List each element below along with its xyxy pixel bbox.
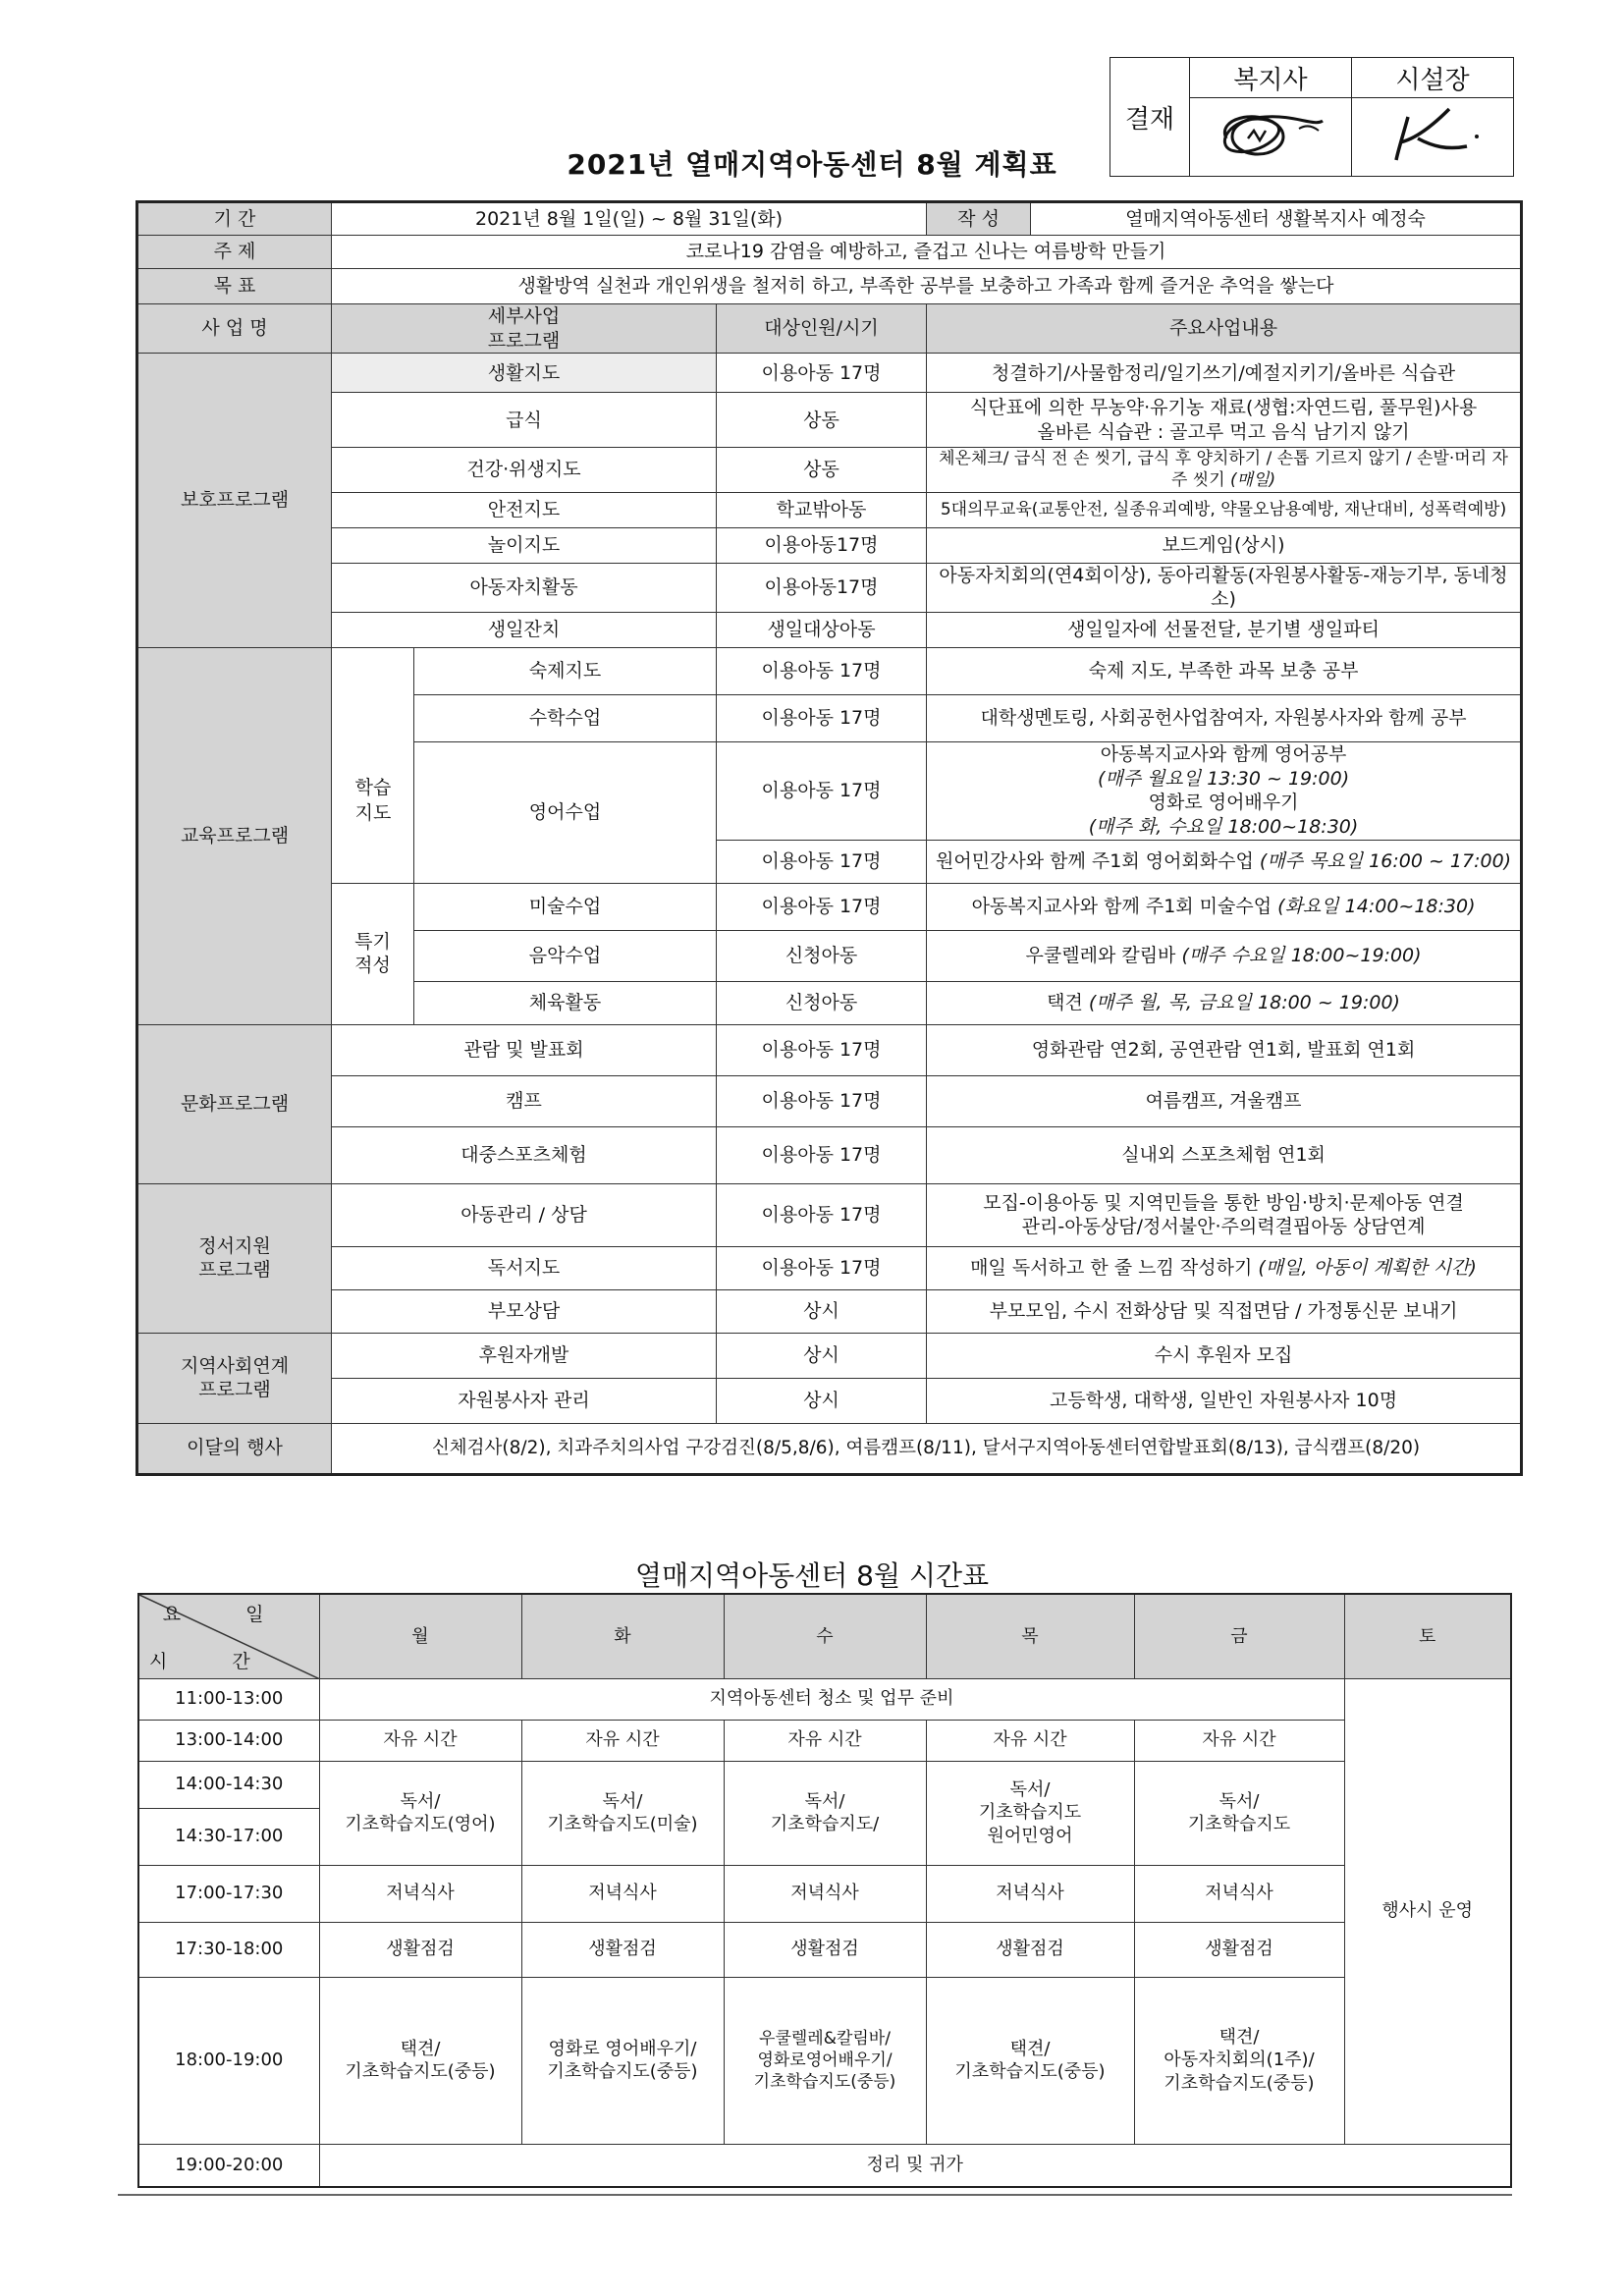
content-cell: 영화관람 연2회, 공연관람 연1회, 발표회 연1회 [927,1024,1522,1075]
content-line [933,742,1514,791]
schedule-note: (매주 월요일 13:30 ~ 19:00) [1097,767,1350,790]
approval-role-director: 시설장 [1352,58,1514,98]
target-cell: 이용아동 17명 [717,1075,927,1126]
day-header-sat: 토 [1344,1594,1511,1678]
corner-day-label: 요 일 [162,1604,294,1625]
saturday-cell: 행사시 운영 [1344,1678,1511,2144]
schedule-note: (매주 월, 목, 금요일 18:00 ~ 19:00) [1088,991,1400,1013]
header-sub-program: 세부사업 프로그램 [332,304,717,354]
approval-role-social-worker: 복지사 [1190,58,1352,98]
program-cell: 숙제지도 [414,647,717,694]
time-cell: 14:30-17:00 [138,1808,319,1865]
schedule-note: (매주 화, 수요일 18:00~18:30) [1088,816,1359,838]
content-text: 아동복지교사와 함께 영어공부 [1100,742,1347,765]
section-education: 교육프로그램 [137,647,332,1024]
evening-cell: 택견/ 기초학습지도(중등) [926,1977,1134,2144]
day-header-tue: 화 [521,1594,724,1678]
monthly-plan-table [135,200,1523,1476]
program-cell: 건강·위생지도 [332,448,717,492]
free-time-cell: 자유 시간 [724,1720,926,1761]
free-time-cell: 자유 시간 [521,1720,724,1761]
events-value: 신체검사(8/2), 치과주치의사업 구강검진(8/5,8/6), 여름캠프(8/11), 달서구지역아동센터연합발표회(8/13), 급식캠프(8/20) [332,1423,1522,1474]
target-cell: 이용아동 17명 [717,1024,927,1075]
program-cell: 아동자치활동 [332,563,717,612]
program-cell: 관람 및 발표회 [332,1024,717,1075]
weekly-schedule-table [137,1593,1512,2188]
study-cell: 독서/ 기초학습지도 [1134,1761,1344,1865]
target-cell: 이용아동 17명 [717,883,927,930]
content-cell [927,840,1522,883]
content-cell: 고등학생, 대학생, 일반인 자원봉사자 10명 [927,1378,1522,1423]
free-time-cell: 자유 시간 [1134,1720,1344,1761]
evening-cell: 택견/ 기초학습지도(중등) [319,1977,521,2144]
prep-cell: 지역아동센터 청소 및 업무 준비 [319,1678,1344,1720]
content-text: 체온체크/ 급식 전 손 씻기, 급식 후 양치하기 / 손톱 기르지 않기 / 손발·머리 자주 씻기 [939,449,1508,491]
section-culture: 문화프로그램 [137,1024,332,1183]
target-cell: 생일대상아동 [717,612,927,647]
day-header-wed: 수 [724,1594,926,1678]
content-cell: 아동자치회의(연4회이상), 동아리활동(자원봉사활동-재능기부, 동네청소) [927,563,1522,612]
program-cell: 미술수업 [414,883,717,930]
content-cell: 생일일자에 선물전달, 분기별 생일파티 [927,612,1522,647]
program-cell: 후원자개발 [332,1333,717,1378]
target-cell: 이용아동 17명 [717,840,927,883]
content-text: 영화로 영어배우기 [1148,792,1299,814]
target-cell: 이용아동 17명 [717,1126,927,1183]
dinner-cell: 저녁식사 [319,1865,521,1922]
content-cell: 부모모임, 수시 전화상담 및 직접면담 / 가정통신문 보내기 [927,1289,1522,1333]
content-cell: 수시 후원자 모집 [927,1333,1522,1378]
free-time-cell: 자유 시간 [926,1720,1134,1761]
author-value: 열매지역아동센터 생활복지사 예정숙 [1031,202,1522,236]
content-cell [927,1183,1522,1246]
program-cell: 부모상담 [332,1289,717,1333]
content-cell: 5대의무교육(교통안전, 실종유괴예방, 약물오남용예방, 재난대비, 성폭력예방) [927,492,1522,527]
study-cell: 독서/ 기초학습지도(미술) [521,1761,724,1865]
time-cell: 18:00-19:00 [138,1977,319,2144]
evening-cell: 택견/ 아동자치회의(1주)/ 기초학습지도(중등) [1134,1977,1344,2144]
goal-label: 목 표 [137,269,332,304]
corner-time-label: 시 간 [149,1650,280,1672]
day-header-fri: 금 [1134,1594,1344,1678]
schedule-note: (화요일 14:00~18:30) [1277,895,1476,917]
program-cell: 급식 [332,393,717,448]
time-cell: 11:00-13:00 [138,1678,319,1720]
author-label: 작 성 [927,202,1031,236]
talent-group-label: 특기 적성 [332,883,414,1024]
schedule-note: (매주 목요일 16:00 ~ 17:00) [1259,849,1512,872]
content-cell [927,741,1522,840]
study-cell: 독서/ 기초학습지도(영어) [319,1761,521,1865]
time-cell: 17:30-18:00 [138,1922,319,1977]
check-cell: 생활점검 [1134,1922,1344,1977]
content-cell: 청결하기/사물함정리/일기쓰기/예절지키기/올바른 식습관 [927,354,1522,393]
content-cell [927,393,1522,448]
header-project: 사 업 명 [137,304,332,354]
content-cell: 여름캠프, 겨울캠프 [927,1075,1522,1126]
target-cell: 이용아동17명 [717,527,927,563]
target-cell: 신청아동 [717,930,927,981]
schedule-title: 열매지역아동센터 8월 시간표 [634,1559,990,1592]
target-cell: 상동 [717,448,927,492]
program-cell: 생일잔치 [332,612,717,647]
study-group-label [332,647,414,883]
program-cell: 영어수업 [414,741,717,883]
content-cell [927,930,1522,981]
check-cell: 생활점검 [319,1922,521,1977]
content-cell: 숙제 지도, 부족한 과목 보충 공부 [927,647,1522,694]
dinner-cell: 저녁식사 [1134,1865,1344,1922]
target-cell: 학교밖아동 [717,492,927,527]
program-cell: 독서지도 [332,1246,717,1289]
content-cell: 실내외 스포츠체험 연1회 [927,1126,1522,1183]
content-line: 올바른 식습관 : 골고루 먹고 음식 남기지 않기 [1037,420,1410,443]
goal-value: 생활방역 실천과 개인위생을 철저히 하고, 부족한 공부를 보충하고 가족과 함께 즐거운 추억을 쌓는다 [332,269,1522,304]
approval-label: 결재 [1110,58,1190,177]
content-text: 아동복지교사와 함께 주1회 미술수업 [971,895,1272,917]
target-cell: 이용아동 17명 [717,741,927,840]
schedule-note: (매주 수요일 18:00~19:00) [1181,944,1422,966]
schedule-note: (매일, 아동이 계획한 시간) [1258,1256,1477,1279]
document-title: 2021년 열매지역아동센터 8월 계획표 [567,148,1057,181]
target-cell: 이용아동 17명 [717,1246,927,1289]
program-cell: 놀이지도 [332,527,717,563]
target-cell: 상시 [717,1289,927,1333]
content-line: 모집-이용아동 및 지역민들을 통한 방임·방치·문제아동 연결 [983,1191,1464,1214]
check-cell: 생활점검 [521,1922,724,1977]
content-text: 원어민강사와 함께 주1회 영어회화수업 [935,849,1254,872]
content-cell [927,883,1522,930]
content-text: 매일 독서하고 한 줄 느낌 작성하기 [970,1256,1253,1279]
content-line [933,791,1514,839]
study-cell: 독서/ 기초학습지도 원어민영어 [926,1761,1134,1865]
section-protect: 보호프로그램 [137,354,332,648]
close-cell: 정리 및 귀가 [319,2144,1511,2187]
program-cell: 자원봉사자 관리 [332,1378,717,1423]
study-cell: 독서/ 기초학습지도/ [724,1761,926,1865]
time-cell: 13:00-14:00 [138,1720,319,1761]
check-cell: 생활점검 [724,1922,926,1977]
target-cell: 이용아동17명 [717,563,927,612]
content-cell: 대학생멘토링, 사회공헌사업참여자, 자원봉사자와 함께 공부 [927,694,1522,741]
dinner-cell: 저녁식사 [521,1865,724,1922]
time-cell: 19:00-20:00 [138,2144,319,2187]
target-cell: 신청아동 [717,981,927,1024]
target-cell: 상동 [717,393,927,448]
free-time-cell: 자유 시간 [319,1720,521,1761]
theme-value: 코로나19 감염을 예방하고, 즐겁고 신나는 여름방학 만들기 [332,236,1522,269]
evening-cell: 영화로 영어배우기/ 기초학습지도(중등) [521,1977,724,2144]
content-cell [927,981,1522,1024]
events-label: 이달의 행사 [137,1423,332,1474]
header-content: 주요사업내용 [927,304,1522,354]
study-group-text: 학습 지도 [354,777,392,824]
program-cell: 캠프 [332,1075,717,1126]
target-cell: 상시 [717,1333,927,1378]
header-target: 대상인원/시기 [717,304,927,354]
bottom-divider [118,2194,1512,2196]
program-cell: 음악수업 [414,930,717,981]
dinner-cell: 저녁식사 [926,1865,1134,1922]
target-cell: 상시 [717,1378,927,1423]
schedule-corner-cell [138,1594,319,1678]
time-cell: 14:00-14:30 [138,1761,319,1808]
content-line: 관리-아동상담/정서불안·주의력결핍아동 상담연계 [1021,1216,1426,1238]
day-header-thu: 목 [926,1594,1134,1678]
schedule-note: (매일) [1230,470,1276,491]
theme-label: 주 제 [137,236,332,269]
target-cell: 이용아동 17명 [717,1183,927,1246]
target-cell: 이용아동 17명 [717,354,927,393]
check-cell: 생활점검 [926,1922,1134,1977]
time-cell: 17:00-17:30 [138,1865,319,1922]
content-text: 택견 [1047,991,1083,1013]
content-cell [927,448,1522,492]
period-value: 2021년 8월 1일(일) ~ 8월 31일(화) [332,202,927,236]
program-cell: 체육활동 [414,981,717,1024]
target-cell: 이용아동 17명 [717,647,927,694]
program-cell: 수학수업 [414,694,717,741]
content-cell [927,1246,1522,1289]
period-label: 기 간 [137,202,332,236]
section-emotion: 정서지원 프로그램 [137,1183,332,1333]
program-cell: 대중스포츠체험 [332,1126,717,1183]
section-community: 지역사회연계 프로그램 [137,1333,332,1423]
content-text: 우쿨렐레와 칼림바 [1025,944,1176,966]
program-cell: 안전지도 [332,492,717,527]
evening-cell: 우쿨렐레&칼림바/ 영화로영어배우기/ 기초학습지도(중등) [724,1977,926,2144]
content-cell: 보드게임(상시) [927,527,1522,563]
content-line: 식단표에 의한 무농약·유기농 재료(생협:자연드림, 풀무원)사용 [969,397,1478,419]
program-cell: 아동관리 / 상담 [332,1183,717,1246]
day-header-mon: 월 [319,1594,521,1678]
target-cell: 이용아동 17명 [717,694,927,741]
program-cell: 생활지도 [332,354,717,393]
dinner-cell: 저녁식사 [724,1865,926,1922]
